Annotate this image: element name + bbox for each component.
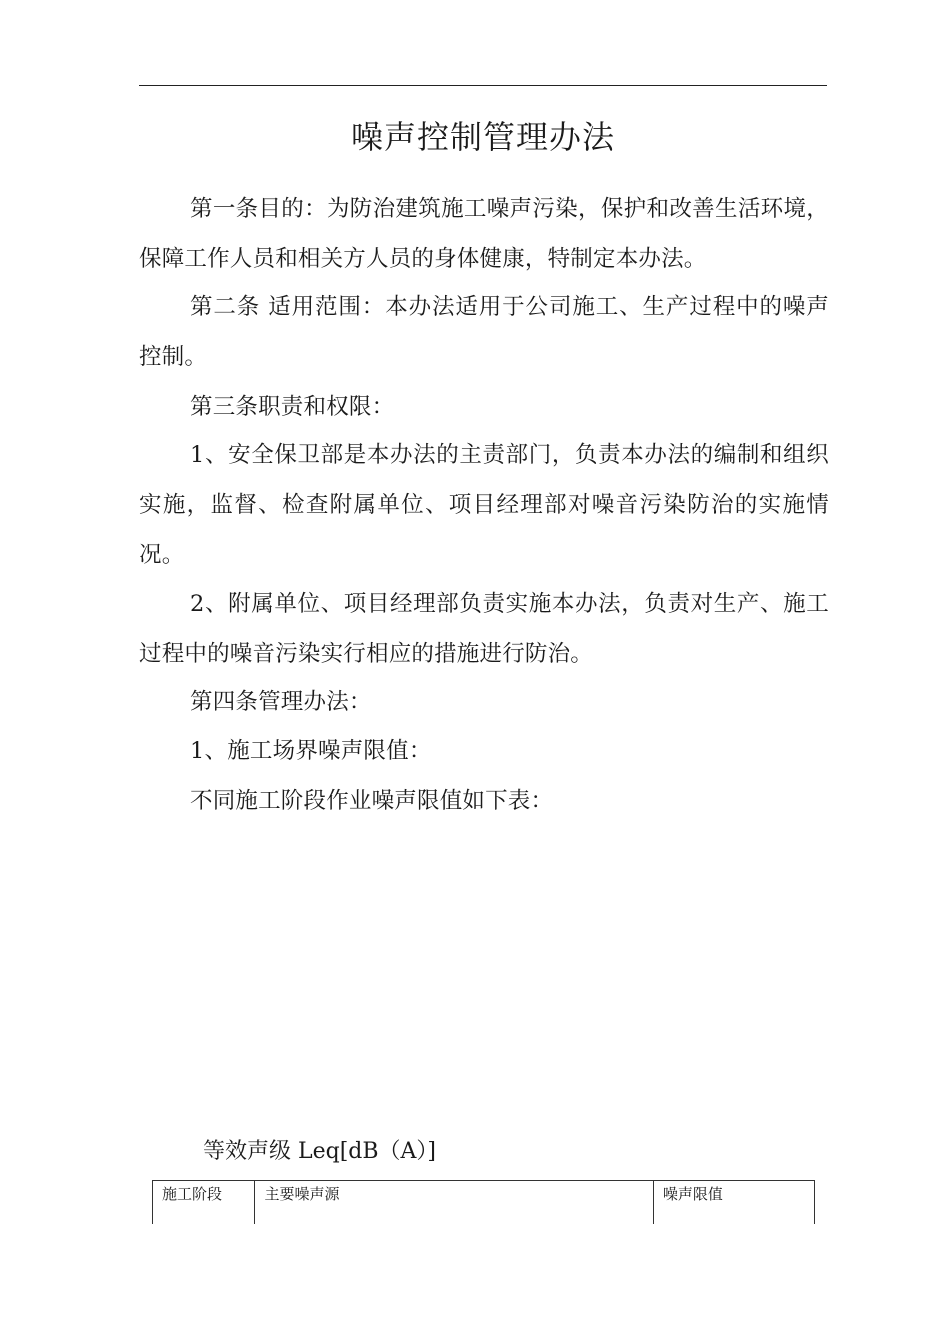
paragraph-noise-limit: 1、施工场界噪声限值： [190, 738, 432, 764]
paragraph-article-2: 第二条 适用范围：本办法适用于公司施工、生产过程中的噪声控制。 [139, 294, 829, 370]
paragraph-article-3: 第三条职责和权限： [190, 394, 395, 420]
paragraph-table-intro: 不同施工阶段作业噪声限值如下表： [190, 788, 554, 814]
table-header-row [153, 1181, 815, 1225]
header-rule [139, 85, 827, 86]
header-main-noise-source: 主要噪声源 [255, 1181, 653, 1225]
paragraph-duty-2: 2、附属单位、项目经理部负责实施本办法，负责对生产、施工过程中的噪音污染实行相应的措施进行防治。 [139, 591, 829, 667]
paragraph-duty-1: 1、安全保卫部是本办法的主责部门，负责本办法的编制和组织实施，监督、检查附属单位、项目经理部对噪音污染防治的实施情况。 [139, 442, 829, 568]
paragraph-article-1: 第一条目的：为防治建筑施工噪声污染，保护和改善生活环境，保障工作人员和相关方人员的身体健康，特制定本办法。 [139, 196, 829, 272]
header-construction-phase: 施工阶段 [153, 1181, 255, 1225]
table-caption: 等效声级 Leq[dB（A）] [203, 1139, 437, 1164]
paragraph-article-4: 第四条管理办法： [190, 689, 372, 715]
document-title: 噪声控制管理办法 [350, 118, 615, 156]
noise-limit-table [152, 1180, 815, 1224]
header-noise-limit: 噪声限值 [653, 1181, 814, 1225]
